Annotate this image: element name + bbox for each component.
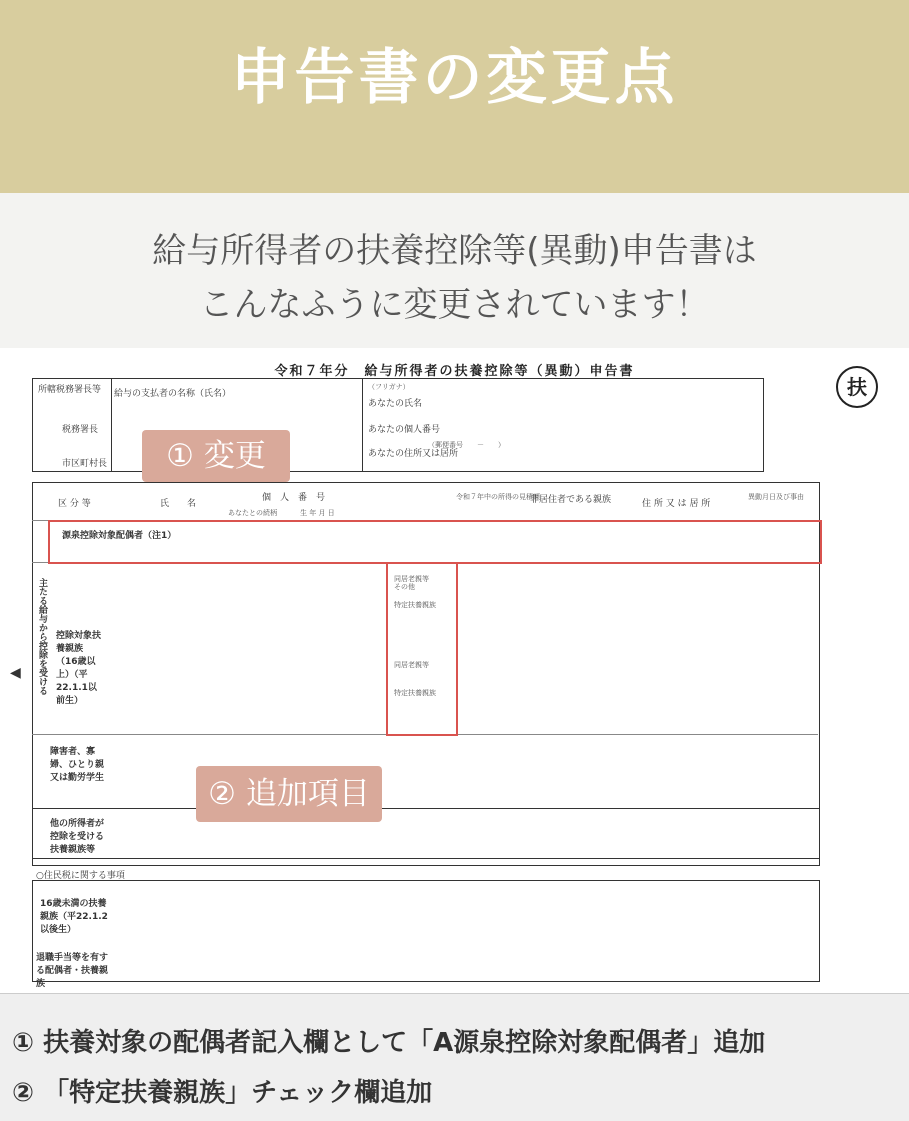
city-head-label: 市区町村長 [62,459,108,469]
elder-check: 同居老親等 [394,575,429,583]
callout-added: ② 追加項目 [196,766,382,822]
row-d-block [32,808,820,866]
postal-label: （郵便番号 － ） [428,441,505,449]
personal-number-header: 個 人 番 号 [262,493,326,503]
main-side-label: 主たる給与から控除を受ける [37,578,47,695]
your-name-label: あなたの氏名 [368,399,423,409]
payer-name-label: 給与の支払者の名称（氏名） [114,389,232,399]
retire-label: 退職手当等を有する配偶者・扶養親族 [36,953,109,989]
relation-header: あなたとの続柄 [228,509,277,517]
subtitle-line-1: 給与所得者の扶養控除等(異動)申告書は [152,231,757,271]
subtitle-line-2: こんなふうに変更されています！ [199,285,710,325]
header-banner [0,0,909,193]
notes-section [0,993,909,1121]
resident-tax-block [32,880,820,982]
row-a-label: 源泉控除対象配偶者（注1） [62,531,177,541]
form-title: 令和７年分 給与所得者の扶養控除等（異動）申告書 [274,364,635,379]
note-2: ② 「特定扶養親族」チェック欄追加 [12,1078,433,1108]
other-check: その他 [394,583,415,591]
furigana-label: （フリガナ） [368,383,410,391]
income-header: 令和７年中の所得の見積額 [456,493,540,501]
row-c-label: 障害者、寡婦、ひとり親又は勤労学生 [50,747,105,783]
callout-change: ① 変更 [142,430,290,482]
under16-label: 16歳未満の扶養親族（平22.1.2以後生） [40,899,108,935]
category-header: 区 分 等 [58,499,91,509]
tax-office-head-label: 税務署長 [62,425,99,435]
specified-check: 特定扶養親族 [394,601,436,609]
row-b-label: 控除対象扶養親族（16歳以上）（平22.1.1以前生） [56,631,102,706]
birth-header: 生 年 月 日 [300,509,335,517]
form-badge: 扶 [836,366,878,408]
resident-header: 非居住者である親族 [530,495,612,505]
row-d-label: 他の所得者が控除を受ける扶養親族等 [50,819,105,855]
your-number-label: あなたの個人番号 [368,425,441,435]
elder-check: 同居老親等 [394,661,429,669]
specified-check: 特定扶養親族 [394,689,436,697]
resident-tax-label: ○住民税に関する事項 [36,871,125,881]
highlight-row-a [48,520,822,564]
subtitle-section [0,193,909,348]
left-arrow-icon[interactable]: ◀ [10,665,21,681]
name-header: 氏 名 [160,499,197,509]
form-image [0,348,909,993]
address-label: あなたの住所又は居所 [368,449,459,459]
page-title: 申告書の変更点 [230,43,679,113]
tax-office-label: 所轄税務署長等 [38,385,102,395]
note-1: ① 扶養対象の配偶者記入欄として「A源泉控除対象配偶者」追加 [12,1028,766,1058]
highlight-specified-column [386,562,458,736]
change-header: 異動月日及び事由 [748,493,804,501]
address-header: 住 所 又 は 居 所 [642,499,711,509]
